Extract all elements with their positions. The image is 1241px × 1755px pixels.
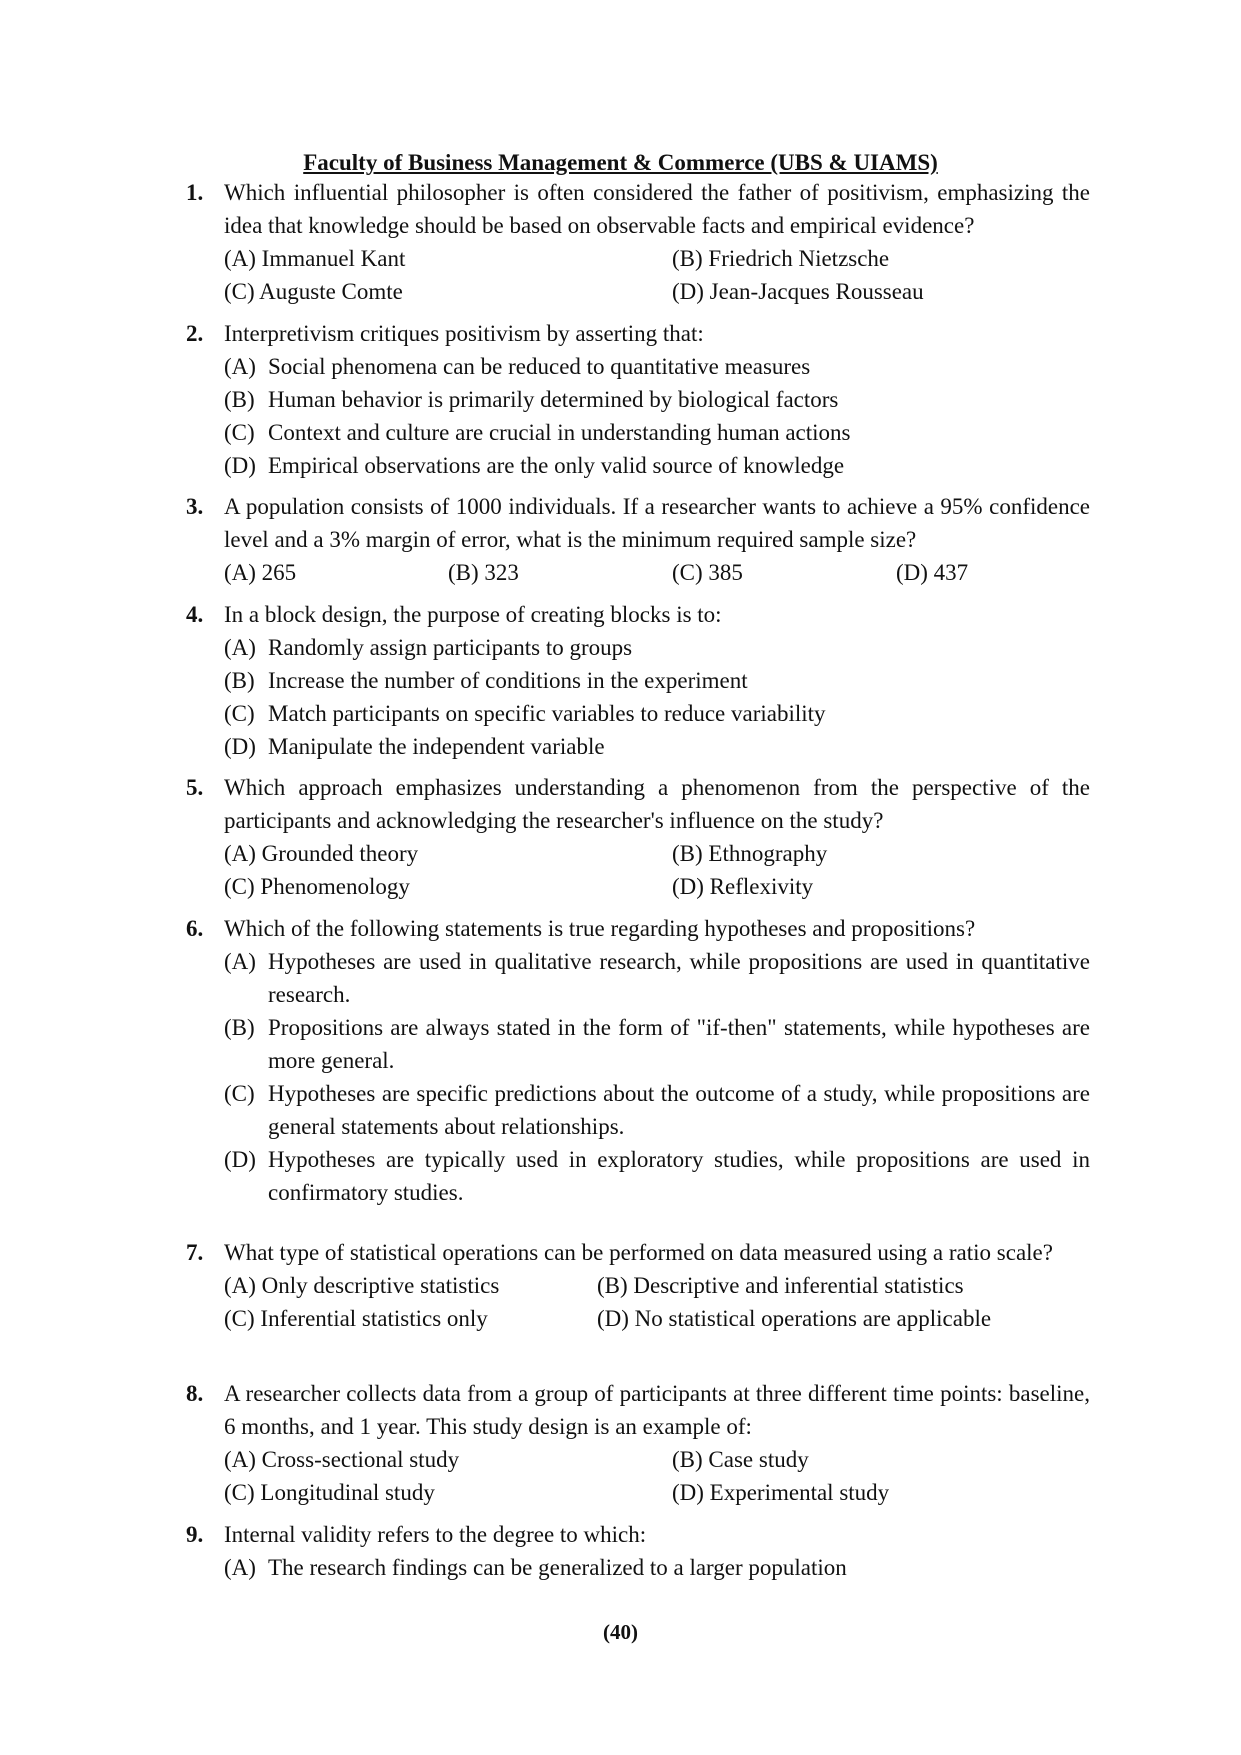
question-number: 8.: [186, 1381, 204, 1406]
option-c: (C) Auguste Comte: [224, 279, 403, 304]
option-d: (D) No statistical operations are applicable: [597, 1306, 992, 1331]
option-b: (B) Descriptive and inferential statistics: [597, 1273, 964, 1298]
option-d: (D) Hypotheses are typically used in exploratory studies, while propositions are used in confirmatory studies.: [224, 1147, 1090, 1205]
question-text: Which approach emphasizes understanding a phenomenon from the perspective of the participants and acknowledging the researcher's influence on the study?: [224, 775, 1090, 833]
option-a: (A) Hypotheses are used in qualitative research, while propositions are used in quantitative research.: [224, 949, 1090, 1007]
question-4: [186, 598, 1090, 763]
question-3: [186, 490, 1090, 589]
page-heading: Faculty of Business Management & Commerce (UBS & UIAMS): [303, 150, 938, 175]
option-c: (C) Phenomenology: [224, 874, 410, 899]
question-number: 4.: [186, 602, 204, 627]
question-number: 2.: [186, 321, 204, 346]
question-number: 7.: [186, 1240, 204, 1265]
question-text: What type of statistical operations can be performed on data measured using a ratio scale?: [224, 1240, 1053, 1265]
option-d: (D) Reflexivity: [672, 874, 814, 899]
question-text: A population consists of 1000 individuals. If a researcher wants to achieve a 95% confidence level and a 3% margin of error, what is the minimum required sample size?: [224, 494, 1090, 552]
option-d: (D) Empirical observations are the only valid source of knowledge: [224, 453, 845, 478]
option-b: (B) Human behavior is primarily determined by biological factors: [224, 387, 839, 412]
option-c: (C) Hypotheses are specific predictions about the outcome of a study, while propositions are general statements about relationships.: [224, 1081, 1090, 1139]
option-c: (C) Inferential statistics only: [224, 1306, 488, 1331]
question-text: In a block design, the purpose of creating blocks is to:: [224, 602, 722, 627]
question-6: [186, 912, 1090, 1209]
option-c: (C) Match participants on specific variables to reduce variability: [224, 701, 826, 726]
option-a: (A) Social phenomena can be reduced to quantitative measures: [224, 354, 811, 379]
option-d: (D) Experimental study: [672, 1480, 890, 1505]
option-b: (B) Propositions are always stated in the form of "if-then" statements, while hypotheses are more general.: [224, 1015, 1090, 1073]
option-b: (B) Case study: [672, 1447, 809, 1472]
question-2: [186, 317, 1090, 482]
option-c: (C) Longitudinal study: [224, 1480, 435, 1505]
question-text: Which of the following statements is true regarding hypotheses and propositions?: [224, 916, 976, 941]
option-a: (A) Grounded theory: [224, 841, 419, 866]
question-text: Interpretivism critiques positivism by asserting that:: [224, 321, 704, 346]
option-b: (B) Friedrich Nietzsche: [672, 246, 890, 271]
question-5: [186, 771, 1090, 903]
question-text: Which influential philosopher is often considered the father of positivism, emphasizing the idea that knowledge should be based on observable facts and empirical evidence?: [224, 180, 1090, 238]
option-d: (D) Jean-Jacques Rousseau: [672, 279, 924, 304]
option-b: (B) 323: [448, 560, 519, 585]
option-b: (B) Ethnography: [672, 841, 828, 866]
question-1: [186, 176, 1090, 308]
question-9: [186, 1518, 1090, 1584]
option-b: (B) Increase the number of conditions in the experiment: [224, 668, 748, 693]
option-c: (C) 385: [672, 560, 743, 585]
question-text: Internal validity refers to the degree to which:: [224, 1522, 647, 1547]
question-7: [186, 1236, 1090, 1335]
question-number: 9.: [186, 1522, 204, 1547]
option-a: (A) Randomly assign participants to groups: [224, 635, 633, 660]
option-a: (A) The research findings can be generalized to a larger population: [224, 1555, 847, 1580]
question-text: A researcher collects data from a group of participants at three different time points: baseline, 6 months, and 1 year. This study design is an example of:: [224, 1381, 1090, 1439]
question-8: [186, 1377, 1090, 1509]
page-number: (40): [603, 1620, 638, 1644]
option-a: (A) 265: [224, 560, 297, 585]
question-number: 3.: [186, 494, 204, 519]
question-number: 1.: [186, 180, 204, 205]
question-number: 5.: [186, 775, 204, 800]
option-c: (C) Context and culture are crucial in understanding human actions: [224, 420, 851, 445]
option-a: (A) Cross-sectional study: [224, 1447, 460, 1472]
option-a: (A) Immanuel Kant: [224, 246, 406, 271]
option-d: (D) 437: [896, 560, 969, 585]
option-d: (D) Manipulate the independent variable: [224, 734, 605, 759]
question-number: 6.: [186, 916, 204, 941]
option-a: (A) Only descriptive statistics: [224, 1273, 500, 1298]
